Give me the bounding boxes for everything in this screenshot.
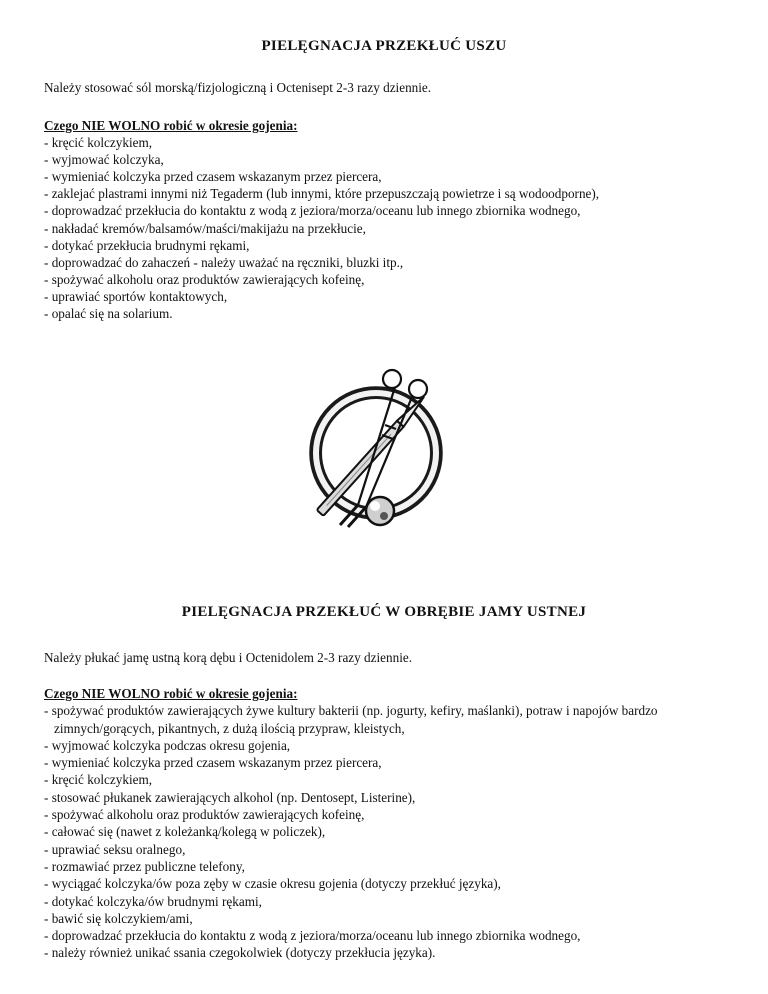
list-item: - kręcić kolczykiem, <box>44 771 744 788</box>
list-item: - wymieniać kolczyka przed czasem wskazanym przez piercera, <box>44 754 744 771</box>
oral-care-intro: Należy płukać jamę ustną korą dębu i Octenidolem 2-3 razy dziennie. <box>44 650 413 665</box>
list-item: - rozmawiać przez publiczne telefony, <box>44 858 744 875</box>
list-item: - kręcić kolczykiem, <box>44 134 744 151</box>
oral-care-rules-heading: Czego NIE WOLNO robić w okresie gojenia: <box>44 686 298 701</box>
list-item: - uprawiać seksu oralnego, <box>44 841 744 858</box>
list-item: - zaklejać plastrami innymi niż Tegaderm (lub innymi, które przepuszczają powietrze i są wodoodporne), <box>44 185 744 202</box>
list-item: - wyjmować kolczyka podczas okresu gojenia, <box>44 737 744 754</box>
oral-care-title: PIELĘGNACJA PRZEKŁUĆ W OBRĘBIE JAMY USTNEJ <box>181 604 587 620</box>
list-item: - doprowadzać przekłucia do kontaktu z wodą z jeziora/morza/oceanu lub innego zbiornika wodnego, <box>44 202 744 219</box>
list-item: - całować się (nawet z koleżanką/kolegą w policzek), <box>44 823 744 840</box>
list-item: - bawić się kolczykiem/ami, <box>44 910 744 927</box>
list-item: - wyjmować kolczyka, <box>44 151 744 168</box>
ear-care-rules <box>44 117 744 322</box>
piercing-tools-icon <box>300 355 452 533</box>
list-item: - spożywać alkoholu oraz produktów zawierających kofeinę, <box>44 806 744 823</box>
ear-care-intro: Należy stosować sól morską/fizjologiczną i Octenisept 2-3 razy dziennie. <box>44 80 432 95</box>
list-item: - stosować płukanek zawierających alkohol (np. Dentosept, Listerine), <box>44 789 744 806</box>
list-item: - dotykać przekłucia brudnymi rękami, <box>44 237 744 254</box>
list-item: - opalać się na solarium. <box>44 305 744 322</box>
list-item: - spożywać alkoholu oraz produktów zawierających kofeinę, <box>44 271 744 288</box>
list-item: - doprowadzać do zahaczeń - należy uważać na ręczniki, bluzki itp., <box>44 254 744 271</box>
list-item: - należy również unikać ssania czegokolwiek (dotyczy przekłucia języka). <box>44 944 744 961</box>
list-item: - dotykać kolczyka/ów brudnymi rękami, <box>44 893 744 910</box>
list-item: - wyciągać kolczyka/ów poza zęby w czasie okresu gojenia (dotyczy przekłuć języka), <box>44 875 744 892</box>
list-item: - nakładać kremów/balsamów/maści/makijażu na przekłucie, <box>44 220 744 237</box>
ear-care-rules-heading: Czego NIE WOLNO robić w okresie gojenia: <box>44 118 298 133</box>
oral-care-rules-list <box>44 702 744 961</box>
ear-care-rules-list <box>44 134 744 322</box>
list-item: - spożywać produktów zawierających żywe kultury bakterii (np. jogurty, kefiry, maślanki), potraw i napojów bardzo zimnych/gorących, pikantnych, z dużą ilością przypraw, kleistych, <box>44 702 744 737</box>
list-item: - doprowadzać przekłucia do kontaktu z wodą z jeziora/morza/oceanu lub innego zbiornika wodnego, <box>44 927 744 944</box>
list-item: - wymieniać kolczyka przed czasem wskazanym przez piercera, <box>44 168 744 185</box>
list-item: - uprawiać sportów kontaktowych, <box>44 288 744 305</box>
ear-care-title: PIELĘGNACJA PRZEKŁUĆ USZU <box>261 38 507 54</box>
oral-care-rules <box>44 685 744 962</box>
